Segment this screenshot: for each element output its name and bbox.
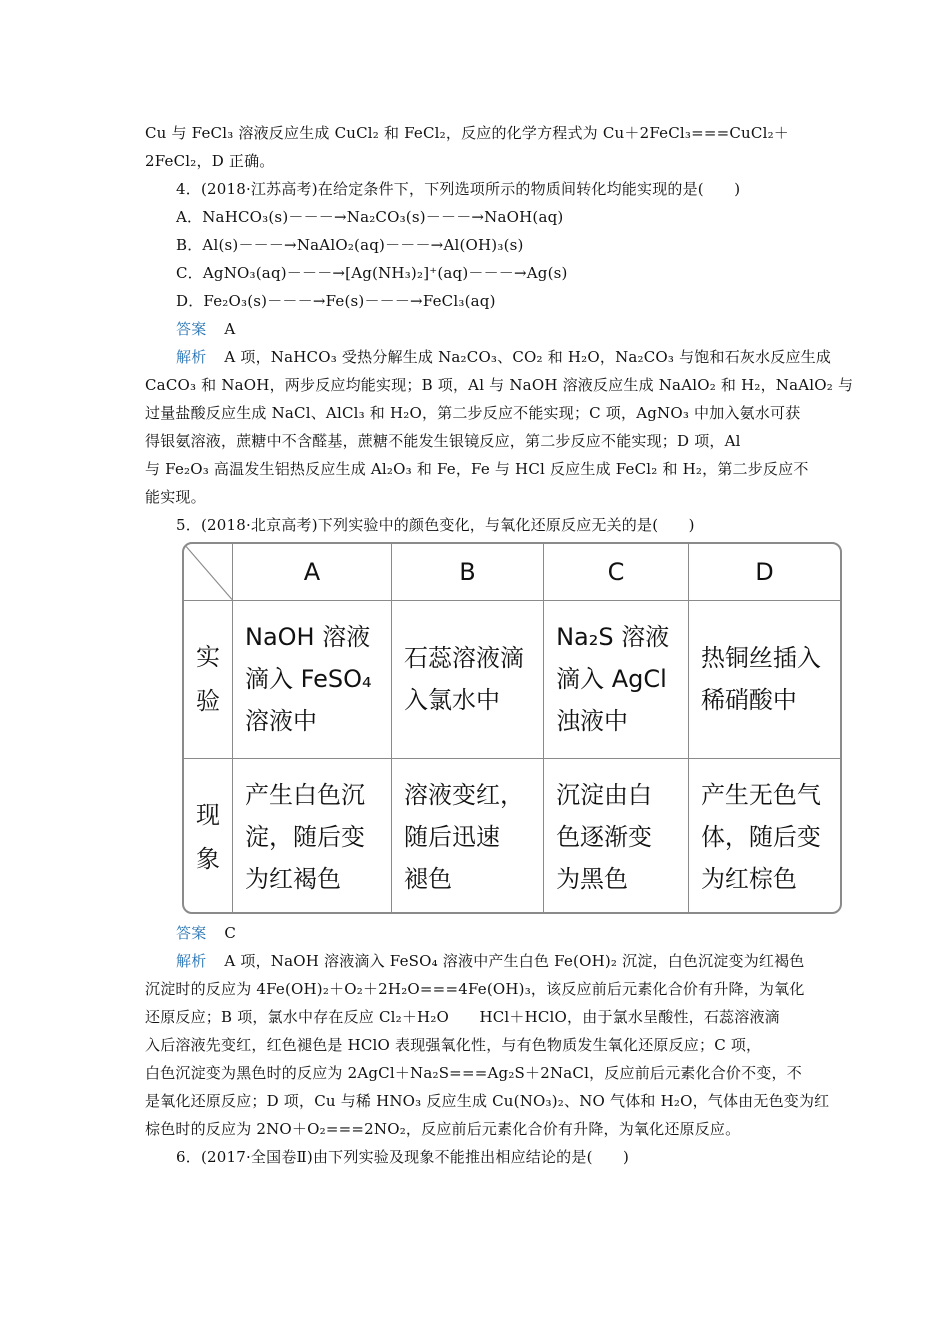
analysis-4-line-1: 解析 A 项，NaHCO₃ 受热分解生成 Na₂CO₃、CO₂ 和 H₂O，Na₂CO₃ 与饱和石灰水反应生成	[176, 348, 832, 366]
question-5: 5．(2018·北京高考)下列实验中的颜色变化，与氧化还原反应无关的是( )	[176, 516, 695, 534]
analysis-label: 解析	[176, 952, 207, 970]
experiment-table	[182, 542, 842, 914]
phenomenon-cell-b: 溶液变红， 随后迅速 褪色	[392, 758, 544, 914]
column-header-d: D	[688, 544, 840, 600]
answer-label: 答案	[176, 924, 207, 942]
text-line-2: 2FeCl₂，D 正确。	[145, 152, 275, 170]
analysis-5-line-7: 棕色时的反应为 2NO＋O₂===2NO₂，反应前后元素化合价有升降，为氧化还原反应。	[145, 1120, 741, 1138]
answer-5: 答案 C	[176, 924, 237, 942]
question-4: 4．(2018·江苏高考)在给定条件下，下列选项所示的物质间转化均能实现的是( )	[176, 180, 741, 198]
question-6: 6．(2017·全国卷Ⅱ)由下列实验及现象不能推出相应结论的是( )	[176, 1148, 630, 1166]
analysis-label: 解析	[176, 348, 207, 366]
corner-diagonal	[184, 544, 232, 600]
analysis-5-line-5: 白色沉淀变为黑色时的反应为 2AgCl＋Na₂S===Ag₂S＋2NaCl，反应前后元素化合价不变，不	[145, 1064, 802, 1082]
analysis-5-line-4: 入后溶液先变红，红色褪色是 HClO 表现强氧化性，与有色物质发生氧化还原反应；C 项，	[145, 1036, 762, 1054]
analysis-5-line-2: 沉淀时的反应为 4Fe(OH)₂＋O₂＋2H₂O===4Fe(OH)₃，该反应前后元素化合价有升降，为氧化	[145, 980, 805, 998]
experiment-cell-c: Na₂S 溶液 滴入 AgCl 浊液中	[544, 600, 689, 758]
analysis-4-line-4: 得银氨溶液，蔗糖中不含醛基，蔗糖不能发生银镜反应，第二步反应不能实现；D 项，Al	[145, 432, 741, 450]
table-corner	[184, 544, 233, 600]
row-header-phenomenon: 现 象	[184, 758, 233, 914]
column-header-c: C	[544, 544, 689, 600]
analysis-4-line-2: CaCO₃ 和 NaOH，两步反应均能实现；B 项，Al 与 NaOH 溶液反应生成 NaAlO₂ 和 H₂，NaAlO₂ 与	[145, 376, 854, 394]
answer-4: 答案 A	[176, 320, 236, 338]
text-line-1: Cu 与 FeCl₃ 溶液反应生成 CuCl₂ 和 FeCl₂，反应的化学方程式为 Cu＋2FeCl₃===CuCl₂＋	[145, 124, 790, 142]
option-c: C．AgNO₃(aq)－－－→[Ag(NH₃)₂]⁺(aq)－－－→Ag(s)	[176, 264, 568, 282]
analysis-4-line-5: 与 Fe₂O₃ 高温发生铝热反应生成 Al₂O₃ 和 Fe，Fe 与 HCl 反应生成 FeCl₂ 和 H₂，第二步反应不	[145, 460, 809, 478]
analysis-4-line-6: 能实现。	[145, 488, 206, 506]
phenomenon-cell-a: 产生白色沉 淀，随后变 为红褐色	[233, 758, 392, 914]
column-header-a: A	[233, 544, 392, 600]
analysis-4-line-3: 过量盐酸反应生成 NaCl、AlCl₃ 和 H₂O，第二步反应不能实现；C 项，AgNO₃ 中加入氨水可获	[145, 404, 801, 422]
answer-label: 答案	[176, 320, 207, 338]
experiment-cell-a: NaOH 溶液 滴入 FeSO₄ 溶液中	[233, 600, 392, 758]
option-a: A．NaHCO₃(s)－－－→Na₂CO₃(s)－－－→NaOH(aq)	[176, 208, 564, 226]
option-b: B．Al(s)－－－→NaAlO₂(aq)－－－→Al(OH)₃(s)	[176, 236, 524, 254]
option-d: D．Fe₂O₃(s)－－－→Fe(s)－－－→FeCl₃(aq)	[176, 292, 496, 310]
experiment-cell-d: 热铜丝插入 稀硝酸中	[688, 600, 840, 758]
row-header-experiment: 实 验	[184, 600, 233, 758]
column-header-b: B	[392, 544, 544, 600]
phenomenon-cell-c: 沉淀由白 色逐渐变 为黑色	[544, 758, 689, 914]
analysis-5-line-1: 解析 A 项，NaOH 溶液滴入 FeSO₄ 溶液中产生白色 Fe(OH)₂ 沉淀，白色沉淀变为红褐色	[176, 952, 805, 970]
experiment-cell-b: 石蕊溶液滴 入氯水中	[392, 600, 544, 758]
analysis-5-line-3: 还原反应；B 项，氯水中存在反应 Cl₂＋H₂O HCl＋HClO，由于氯水呈酸性，石蕊溶液滴	[145, 1008, 780, 1026]
analysis-5-line-6: 是氧化还原反应；D 项，Cu 与稀 HNO₃ 反应生成 Cu(NO₃)₂、NO 气体和 H₂O，气体由无色变为红	[145, 1092, 830, 1110]
phenomenon-cell-d: 产生无色气 体，随后变 为红棕色	[688, 758, 840, 914]
